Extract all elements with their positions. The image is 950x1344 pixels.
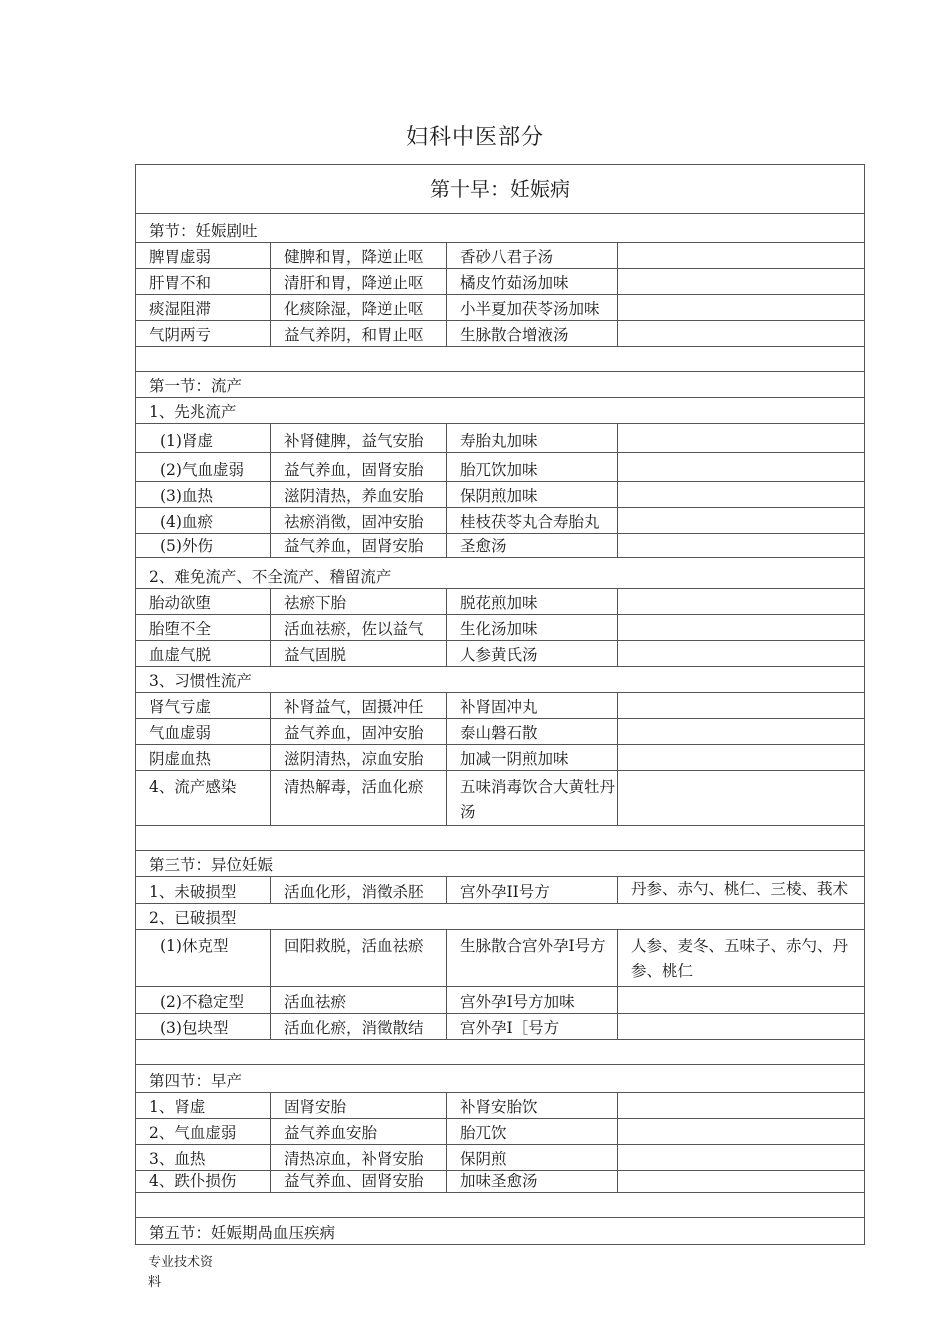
formula-cell: 保阴煎加味 [447, 482, 618, 508]
formula-cell: 香砂八君子汤 [447, 243, 618, 269]
subsection-heading-text: 3、习惯性流产 [136, 667, 865, 693]
treatment-cell: 活血祛瘀 [271, 987, 447, 1014]
section-heading [136, 1218, 865, 1245]
condition-cell: (2)不稳定型 [136, 987, 271, 1014]
formula-cell: 泰山磐石散 [447, 719, 618, 745]
treatment-cell: 益气养阴，和胃止呕 [271, 321, 447, 347]
treatment-cell: 健脾和胃，降逆止呕 [271, 243, 447, 269]
table-row [136, 453, 865, 482]
treatment-cell: 益气养血，固肾安胎 [271, 534, 447, 558]
condition-cell: 血虚气脱 [136, 641, 271, 667]
blank-cell [136, 347, 865, 372]
formula-cell: 加减一阴煎加味 [447, 745, 618, 771]
subsection-heading [136, 398, 865, 424]
treatment-cell: 补肾健脾，益气安胎 [271, 424, 447, 453]
treatment-cell: 益气固脱 [271, 641, 447, 667]
condition-cell: (1)肾虚 [136, 424, 271, 453]
table-row [136, 269, 865, 295]
table-row [136, 615, 865, 641]
subsection-heading [136, 667, 865, 693]
note-cell [618, 1145, 865, 1171]
blank-row [136, 1193, 865, 1218]
table-row [136, 877, 865, 904]
document-title: 妇科中医部分 [405, 125, 544, 150]
table-row [136, 745, 865, 771]
note-cell: 丹参、赤勺、桃仁、三棱、莪术 [618, 877, 865, 904]
treatment-cell: 清肝和胃，降逆止呕 [271, 269, 447, 295]
treatment-cell: 活血祛瘀，佐以益气 [271, 615, 447, 641]
table-row [136, 589, 865, 615]
condition-cell: 肾气亏虚 [136, 693, 271, 719]
content-table [135, 164, 865, 1245]
condition-cell: 气血虚弱 [136, 719, 271, 745]
condition-cell: (5)外伤 [136, 534, 271, 558]
note-cell [618, 771, 865, 826]
formula-cell: 五味消毒饮合大黄牡丹汤 [447, 771, 618, 826]
section-heading-text: 第五节：妊娠期咼血压疾病 [136, 1218, 865, 1245]
condition-cell: 1、肾虚 [136, 1093, 271, 1119]
chapter-row [136, 165, 865, 214]
section-heading-text: 第四节：早产 [136, 1065, 865, 1093]
formula-cell: 补肾固冲丸 [447, 693, 618, 719]
note-cell [618, 295, 865, 321]
note-cell [618, 269, 865, 295]
table-row [136, 1093, 865, 1119]
treatment-cell: 滋阴清热，凉血安胎 [271, 745, 447, 771]
note-cell [618, 1171, 865, 1193]
blank-row [136, 826, 865, 851]
footer-line-2: 料 [148, 1275, 162, 1290]
blank-row [136, 347, 865, 372]
table-row [136, 424, 865, 453]
formula-cell: 寿胎丸加味 [447, 424, 618, 453]
formula-cell: 宫外孕I号方加味 [447, 987, 618, 1014]
treatment-cell: 补肾益气，固摄冲任 [271, 693, 447, 719]
formula-cell: 加味圣愈汤 [447, 1171, 618, 1193]
note-cell [618, 745, 865, 771]
condition-cell: 1、未破损型 [136, 877, 271, 904]
treatment-cell: 益气养血安胎 [271, 1119, 447, 1145]
note-cell [618, 693, 865, 719]
table-row [136, 321, 865, 347]
table-row [136, 1014, 865, 1040]
condition-cell: (2)气血虚弱 [136, 453, 271, 482]
section-heading [136, 214, 865, 243]
formula-cell: 橘皮竹茹汤加味 [447, 269, 618, 295]
condition-cell: 3、血热 [136, 1145, 271, 1171]
table-row [136, 295, 865, 321]
condition-cell: (1)休克型 [136, 930, 271, 987]
note-cell [618, 243, 865, 269]
section-heading [136, 1065, 865, 1093]
subsection-heading-text: 2、已破损型 [136, 904, 865, 930]
footer-line-1: 专业技术资 [148, 1255, 214, 1270]
table-row [136, 508, 865, 534]
condition-cell: (3)包块型 [136, 1014, 271, 1040]
treatment-cell: 固肾安胎 [271, 1093, 447, 1119]
formula-cell: 宫外孕I［号方 [447, 1014, 618, 1040]
formula-cell: 胎兀饮 [447, 1119, 618, 1145]
condition-cell: 胎动欲堕 [136, 589, 271, 615]
formula-cell: 宫外孕II号方 [447, 877, 618, 904]
formula-cell: 脱花煎加味 [447, 589, 618, 615]
note-cell [618, 534, 865, 558]
condition-cell: (4)血瘀 [136, 508, 271, 534]
condition-cell: 痰湿阻滞 [136, 295, 271, 321]
section-heading [136, 372, 865, 398]
table-row [136, 719, 865, 745]
subsection-heading [136, 558, 865, 589]
note-cell [618, 453, 865, 482]
condition-cell: 阴虚血热 [136, 745, 271, 771]
condition-cell: 4、流产感染 [136, 771, 271, 826]
table-row [136, 1171, 865, 1193]
treatment-cell: 滋阴清热，养血安胎 [271, 482, 447, 508]
condition-cell: 脾胃虚弱 [136, 243, 271, 269]
formula-cell: 保阴煎 [447, 1145, 618, 1171]
treatment-cell: 化痰除湿，降逆止呕 [271, 295, 447, 321]
footer-note [148, 1253, 213, 1293]
condition-cell: 4、跌仆损伤 [136, 1171, 271, 1193]
blank-row [136, 1040, 865, 1065]
section-heading-text: 第三节：异位妊娠 [136, 851, 865, 877]
note-cell [618, 589, 865, 615]
blank-cell [136, 1040, 865, 1065]
note-cell [618, 719, 865, 745]
treatment-cell: 益气养血、固肾安胎 [271, 1171, 447, 1193]
note-cell [618, 1014, 865, 1040]
formula-cell: 圣愈汤 [447, 534, 618, 558]
note-cell: 人参、麦冬、五味子、赤勺、丹参、桃仁 [618, 930, 865, 987]
table-row [136, 771, 865, 826]
treatment-cell: 清热解毒，活血化瘀 [271, 771, 447, 826]
table-row [136, 1119, 865, 1145]
note-cell [618, 641, 865, 667]
table-row [136, 930, 865, 987]
subsection-heading-text: 1、先兆流产 [136, 398, 865, 424]
condition-cell: 气阴两亏 [136, 321, 271, 347]
note-cell [618, 482, 865, 508]
note-cell [618, 1093, 865, 1119]
table-row [136, 243, 865, 269]
note-cell [618, 424, 865, 453]
formula-cell: 生脉散合宫外孕I号方 [447, 930, 618, 987]
formula-cell: 生脉散合增液汤 [447, 321, 618, 347]
treatment-cell: 清热凉血，补肾安胎 [271, 1145, 447, 1171]
note-cell [618, 615, 865, 641]
formula-cell: 桂枝茯苓丸合寿胎丸 [447, 508, 618, 534]
formula-cell: 胎兀饮加味 [447, 453, 618, 482]
condition-cell: 肝胃不和 [136, 269, 271, 295]
treatment-cell: 活血化形，消徵杀胚 [271, 877, 447, 904]
treatment-cell: 益气养血，固冲安胎 [271, 719, 447, 745]
subsection-heading-text: 2、难免流产、不全流产、稽留流产 [136, 558, 865, 589]
section-heading-text: 第一节：流产 [136, 372, 865, 398]
treatment-cell: 祛瘀消徵，固冲安胎 [271, 508, 447, 534]
treatment-cell: 活血化瘀，消徵散结 [271, 1014, 447, 1040]
note-cell [618, 987, 865, 1014]
formula-cell: 生化汤加味 [447, 615, 618, 641]
formula-cell: 补肾安胎饮 [447, 1093, 618, 1119]
note-cell [618, 508, 865, 534]
subsection-heading [136, 904, 865, 930]
table-row [136, 987, 865, 1014]
condition-cell: (3)血热 [136, 482, 271, 508]
condition-cell: 2、气血虚弱 [136, 1119, 271, 1145]
section-heading-text: 第节：妊娠剧吐 [136, 214, 865, 243]
note-cell [618, 1119, 865, 1145]
formula-cell: 人参黄氏汤 [447, 641, 618, 667]
blank-cell [136, 826, 865, 851]
condition-cell: 胎堕不全 [136, 615, 271, 641]
chapter-title: 第十早：妊娠病 [136, 165, 865, 214]
formula-cell: 小半夏加茯苓汤加味 [447, 295, 618, 321]
section-heading [136, 851, 865, 877]
table-row [136, 482, 865, 508]
treatment-cell: 回阳救脱，活血祛瘀 [271, 930, 447, 987]
note-cell [618, 321, 865, 347]
table-row [136, 641, 865, 667]
table-row [136, 1145, 865, 1171]
table-row [136, 534, 865, 558]
blank-cell [136, 1193, 865, 1218]
treatment-cell: 益气养血，固肾安胎 [271, 453, 447, 482]
treatment-cell: 祛瘀下胎 [271, 589, 447, 615]
table-row [136, 693, 865, 719]
